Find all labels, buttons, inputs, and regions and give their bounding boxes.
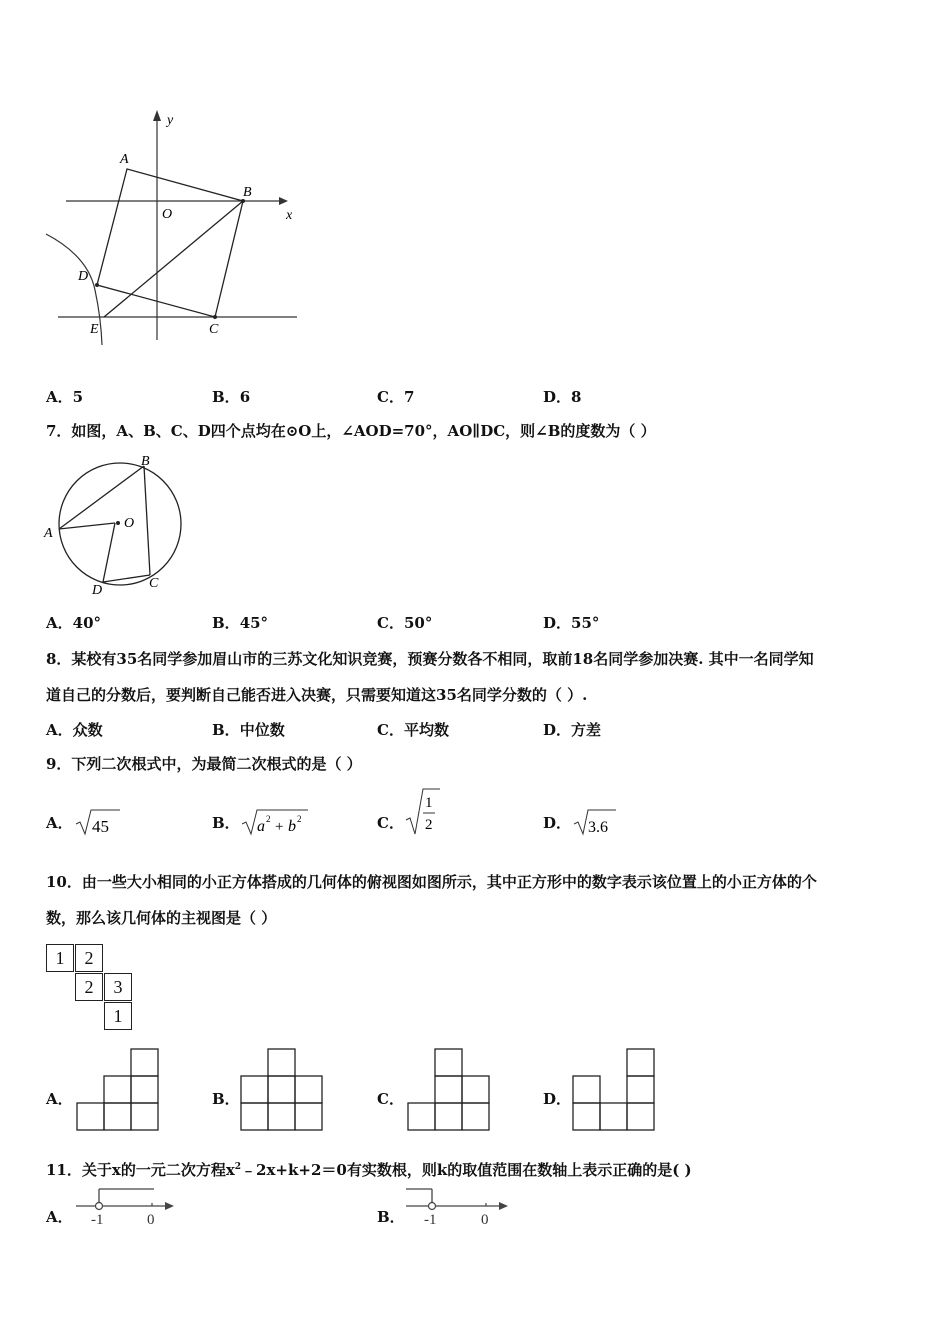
svg-text:1: 1 — [425, 795, 433, 811]
svg-text:45: 45 — [92, 817, 109, 836]
q9-option-a-radical — [74, 806, 124, 836]
q11-option-b-number-line — [404, 1186, 512, 1228]
q10-option-c-view — [407, 1048, 493, 1132]
q9-option-c-radical — [404, 786, 444, 838]
q10-option-b[interactable]: B． — [212, 1090, 240, 1108]
q9-option-b-radical — [240, 804, 312, 836]
svg-text:2: 2 — [425, 817, 433, 833]
q8-stem-line1: 8．某校有35名同学参加眉山市的三苏文化知识竞赛，预赛分数各不相同，取前18名同学参加决赛. 其中一名同学知 — [46, 650, 814, 668]
q9-option-c[interactable]: C． — [377, 814, 404, 832]
svg-text:0: 0 — [481, 1212, 489, 1228]
point-c-label: C — [209, 322, 219, 337]
q6-option-a[interactable]: A．5 — [46, 388, 84, 406]
q7-point-d-label: D — [92, 583, 103, 598]
grid-cell: 2 — [75, 944, 103, 972]
point-b-label: B — [243, 185, 252, 200]
q7-point-c-label: C — [149, 576, 159, 591]
svg-text:2: 2 — [297, 814, 302, 824]
q10-option-a[interactable]: A． — [46, 1090, 73, 1108]
svg-text:2: 2 — [266, 814, 271, 824]
q10-option-a-view — [76, 1048, 162, 1132]
q8-stem-line2: 道自己的分数后，要判断自己能否进入决赛，只需要知道这35名同学分数的（ ）. — [46, 686, 588, 704]
q11-option-a-number-line — [74, 1186, 178, 1228]
q10-stem-line1: 10．由一些大小相同的小正方体搭成的几何体的俯视图如图所示，其中正方形中的数字表示该位置上的小正方体的个 — [46, 873, 817, 891]
q8-option-a[interactable]: A．众数 — [46, 721, 103, 739]
q6-option-b[interactable]: B．6 — [212, 388, 251, 406]
q8-option-b[interactable]: B．中位数 — [212, 721, 285, 739]
svg-text:b: b — [288, 818, 296, 835]
origin-label: O — [162, 207, 173, 222]
q9-stem: 9．下列二次根式中，为最简二次根式的是（ ） — [46, 755, 362, 773]
y-axis-label: y — [167, 113, 174, 128]
q9-option-a[interactable]: A． — [46, 814, 73, 832]
svg-text:a: a — [257, 818, 265, 835]
q10-stem-line2: 数，那么该几何体的主视图是（ ） — [46, 909, 277, 927]
q11-option-a[interactable]: A． — [46, 1208, 73, 1226]
q7-circle-figure — [40, 450, 190, 600]
q9-option-b[interactable]: B． — [212, 814, 240, 832]
q10-option-d[interactable]: D． — [543, 1090, 572, 1108]
svg-text:3.6: 3.6 — [588, 819, 608, 836]
svg-text:-1: -1 — [91, 1212, 104, 1228]
q7-option-c[interactable]: C．50° — [377, 614, 433, 632]
q11-stem: 11．关于x的一元二次方程$x^2﹣2x+k+2=0$有实数根，则k的取值范围在数轴上表示正确的是( ) — [46, 1161, 692, 1179]
q7-option-b[interactable]: B．45° — [212, 614, 269, 632]
q7-stem: 7．如图，A、B、C、D四个点均在⊙O上，∠AOD=70°，AO∥DC，则∠B的度数为（ ） — [46, 422, 656, 440]
grid-cell: 2 — [75, 973, 103, 1001]
q7-point-a-label: A — [44, 526, 53, 541]
x-axis-label: x — [286, 208, 293, 223]
grid-cell: 3 — [104, 973, 132, 1001]
q10-option-b-view — [240, 1048, 326, 1132]
q6-option-d[interactable]: D．8 — [543, 388, 582, 406]
q10-option-d-view — [572, 1048, 658, 1132]
q7-option-a[interactable]: A．40° — [46, 614, 102, 632]
point-d-label: D — [78, 269, 89, 284]
q7-option-d[interactable]: D．55° — [543, 614, 600, 632]
point-a-label: A — [120, 152, 129, 167]
q9-option-d-radical — [572, 806, 618, 836]
q7-point-b-label: B — [141, 454, 150, 469]
q6-option-c[interactable]: C．7 — [377, 388, 415, 406]
point-e-label: E — [90, 322, 99, 337]
svg-text:+: + — [275, 819, 284, 835]
q6-coordinate-figure — [40, 100, 310, 350]
q9-option-d[interactable]: D． — [543, 814, 572, 832]
q8-option-c[interactable]: C．平均数 — [377, 721, 449, 739]
grid-cell: 1 — [104, 1002, 132, 1030]
q10-option-c[interactable]: C． — [377, 1090, 404, 1108]
q11-option-b[interactable]: B． — [377, 1208, 405, 1226]
q7-center-label: O — [124, 516, 135, 531]
q8-option-d[interactable]: D．方差 — [543, 721, 602, 739]
grid-cell: 1 — [46, 944, 74, 972]
svg-text:-1: -1 — [424, 1212, 437, 1228]
svg-text:0: 0 — [147, 1212, 155, 1228]
